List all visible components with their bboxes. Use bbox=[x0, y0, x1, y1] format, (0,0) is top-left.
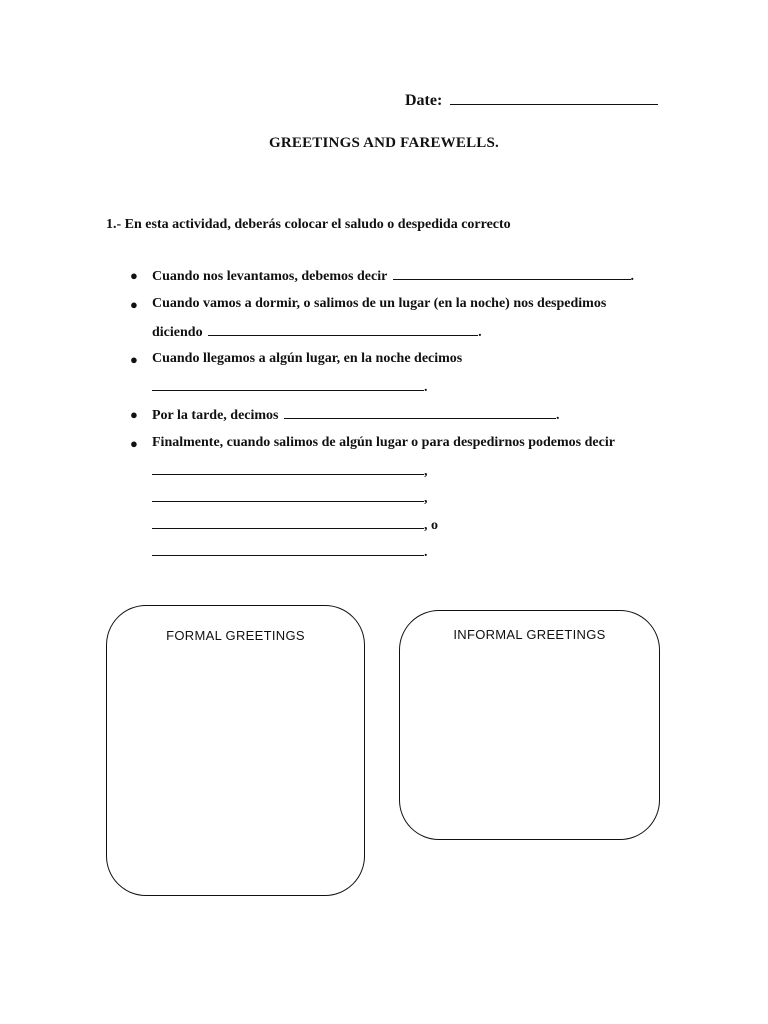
answer-blank[interactable] bbox=[152, 462, 424, 475]
item-period: . bbox=[478, 325, 482, 340]
list-item-continuation bbox=[152, 378, 428, 396]
date-field[interactable] bbox=[405, 92, 658, 110]
date-blank[interactable] bbox=[450, 92, 658, 105]
item-continuation-text: diciendo bbox=[152, 325, 203, 340]
list-item bbox=[152, 435, 615, 451]
answer-blank[interactable] bbox=[152, 543, 424, 556]
answer-blank[interactable] bbox=[393, 267, 631, 280]
list-item-continuation bbox=[152, 516, 438, 534]
page-title: GREETINGS AND FAREWELLS. bbox=[269, 135, 499, 151]
list-item-continuation bbox=[152, 489, 428, 507]
bullet-icon: ● bbox=[130, 297, 138, 312]
list-item bbox=[152, 351, 462, 367]
answer-blank[interactable] bbox=[152, 489, 424, 502]
answer-blank[interactable] bbox=[208, 323, 478, 336]
bullet-icon: ● bbox=[130, 407, 138, 422]
item-period: . bbox=[424, 380, 428, 395]
item-comma-or: , o bbox=[424, 518, 438, 533]
item-period: . bbox=[424, 545, 428, 560]
list-item-continuation bbox=[152, 543, 428, 561]
informal-greetings-label: INFORMAL GREETINGS bbox=[453, 627, 606, 642]
item-comma: , bbox=[424, 491, 428, 506]
item-text: Cuando llegamos a algún lugar, en la noche decimos bbox=[152, 351, 463, 366]
list-item-continuation bbox=[152, 323, 482, 341]
answer-blank[interactable] bbox=[152, 378, 424, 391]
bullet-icon: ● bbox=[130, 268, 138, 283]
formal-greetings-label: FORMAL GREETINGS bbox=[166, 628, 305, 643]
instruction-text: 1.- En esta actividad, deberás colocar el saludo o despedida correcto bbox=[106, 217, 511, 232]
item-text: Por la tarde, decimos bbox=[152, 408, 279, 423]
list-item bbox=[152, 406, 560, 424]
formal-greetings-box[interactable] bbox=[106, 605, 365, 896]
list-item-continuation bbox=[152, 462, 428, 480]
item-period: . bbox=[630, 269, 635, 284]
item-period: . bbox=[556, 408, 560, 423]
informal-greetings-box[interactable] bbox=[399, 610, 660, 840]
answer-blank[interactable] bbox=[152, 516, 424, 529]
date-label: Date: bbox=[405, 92, 443, 109]
item-text: Finalmente, cuando salimos de algún lugar o para despedirnos podemos decir bbox=[152, 435, 615, 450]
list-item bbox=[152, 296, 606, 312]
item-comma: , bbox=[424, 464, 428, 479]
bullet-icon: ● bbox=[130, 352, 138, 367]
item-text: Cuando vamos a dormir, o salimos de un lugar (en la noche) nos despedimos bbox=[152, 296, 607, 311]
list-item bbox=[152, 267, 634, 285]
item-text: Cuando nos levantamos, debemos decir bbox=[152, 269, 388, 284]
bullet-icon: ● bbox=[130, 436, 138, 451]
answer-blank[interactable] bbox=[284, 406, 556, 419]
